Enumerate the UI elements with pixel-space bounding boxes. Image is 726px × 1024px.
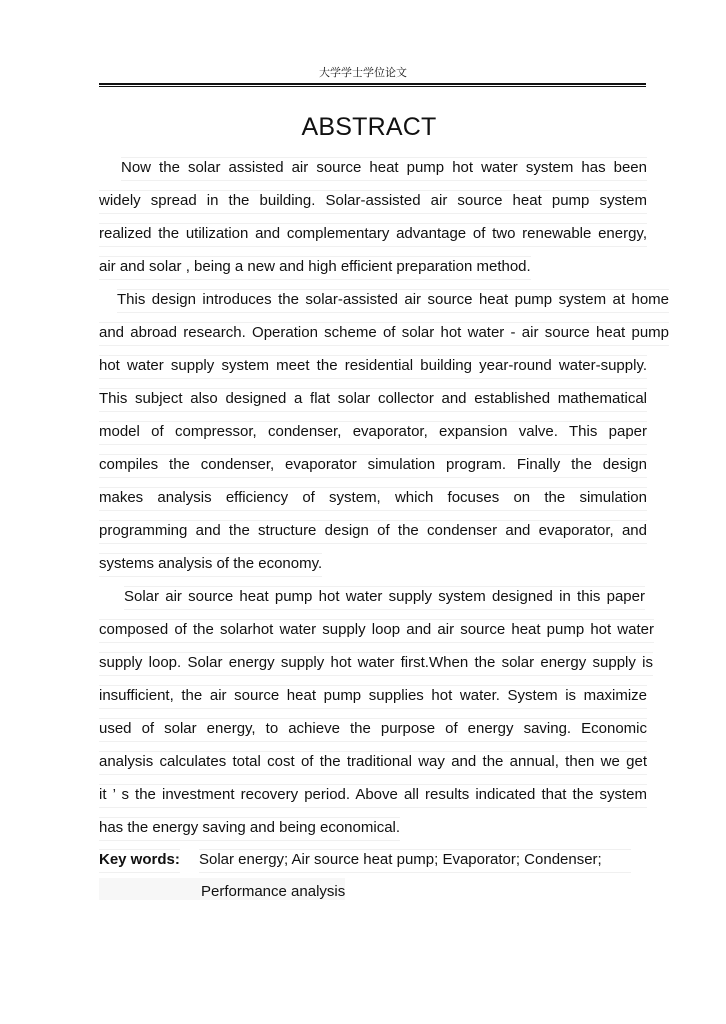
abstract-heading: ABSTRACT xyxy=(301,113,437,141)
keywords-line-1: Solar energy; Air source heat pump; Evaporator; Condenser; xyxy=(199,849,631,873)
running-header: 大学学士学位论文 xyxy=(319,66,407,79)
paragraph-line: makes analysis efficiency of system, which focuses on the simulation xyxy=(99,487,647,511)
paragraph-line: analysis calculates total cost of the traditional way and the annual, then we get xyxy=(99,751,647,775)
keywords-label xyxy=(99,849,180,873)
paragraph-line: model of compressor, condenser, evaporator, expansion valve. This paper xyxy=(99,421,647,445)
header-rule xyxy=(99,83,646,87)
paragraph-line: and abroad research. Operation scheme of solar hot water - air source heat pump xyxy=(99,322,669,346)
paragraph-line: composed of the solarhot water supply loop and air source heat pump hot water xyxy=(99,619,654,643)
paragraph-line: hot water supply system meet the residential building year-round water-supply. xyxy=(99,355,647,379)
paragraph-line: This subject also designed a flat solar collector and established mathematical xyxy=(99,388,647,412)
paragraph-line: Now the solar assisted air source heat pump hot water system has been xyxy=(121,157,647,181)
paragraph-line: widely spread in the building. Solar-assisted air source heat pump system xyxy=(99,190,647,214)
paragraph-line: used of solar energy, to achieve the purpose of energy saving. Economic xyxy=(99,718,647,742)
paragraph-line: it ’ s the investment recovery period. Above all results indicated that the system xyxy=(99,784,647,808)
keywords-line-2: Performance analysis xyxy=(201,883,346,900)
paragraph-line: This design introduces the solar-assisted air source heat pump system at home xyxy=(117,289,669,313)
paragraph-line: insufficient, the air source heat pump supplies hot water. System is maximize xyxy=(99,685,647,709)
paragraph-line: realized the utilization and complementary advantage of two renewable energy, xyxy=(99,223,647,247)
paragraph-line: systems analysis of the economy. xyxy=(99,553,322,577)
paragraph-line: Solar air source heat pump hot water supply system designed in this paper xyxy=(124,586,645,610)
keywords-label-text: Key words: xyxy=(99,851,180,868)
paragraph-line: has the energy saving and being economical. xyxy=(99,817,400,841)
paragraph-line: compiles the condenser, evaporator simulation program. Finally the design xyxy=(99,454,647,478)
paragraph-line: programming and the structure design of the condenser and evaporator, and xyxy=(99,520,647,544)
paragraph-line: supply loop. Solar energy supply hot water first.When the solar energy supply is xyxy=(99,652,653,676)
paragraph-line: air and solar , being a new and high efficient preparation method. xyxy=(99,256,531,280)
